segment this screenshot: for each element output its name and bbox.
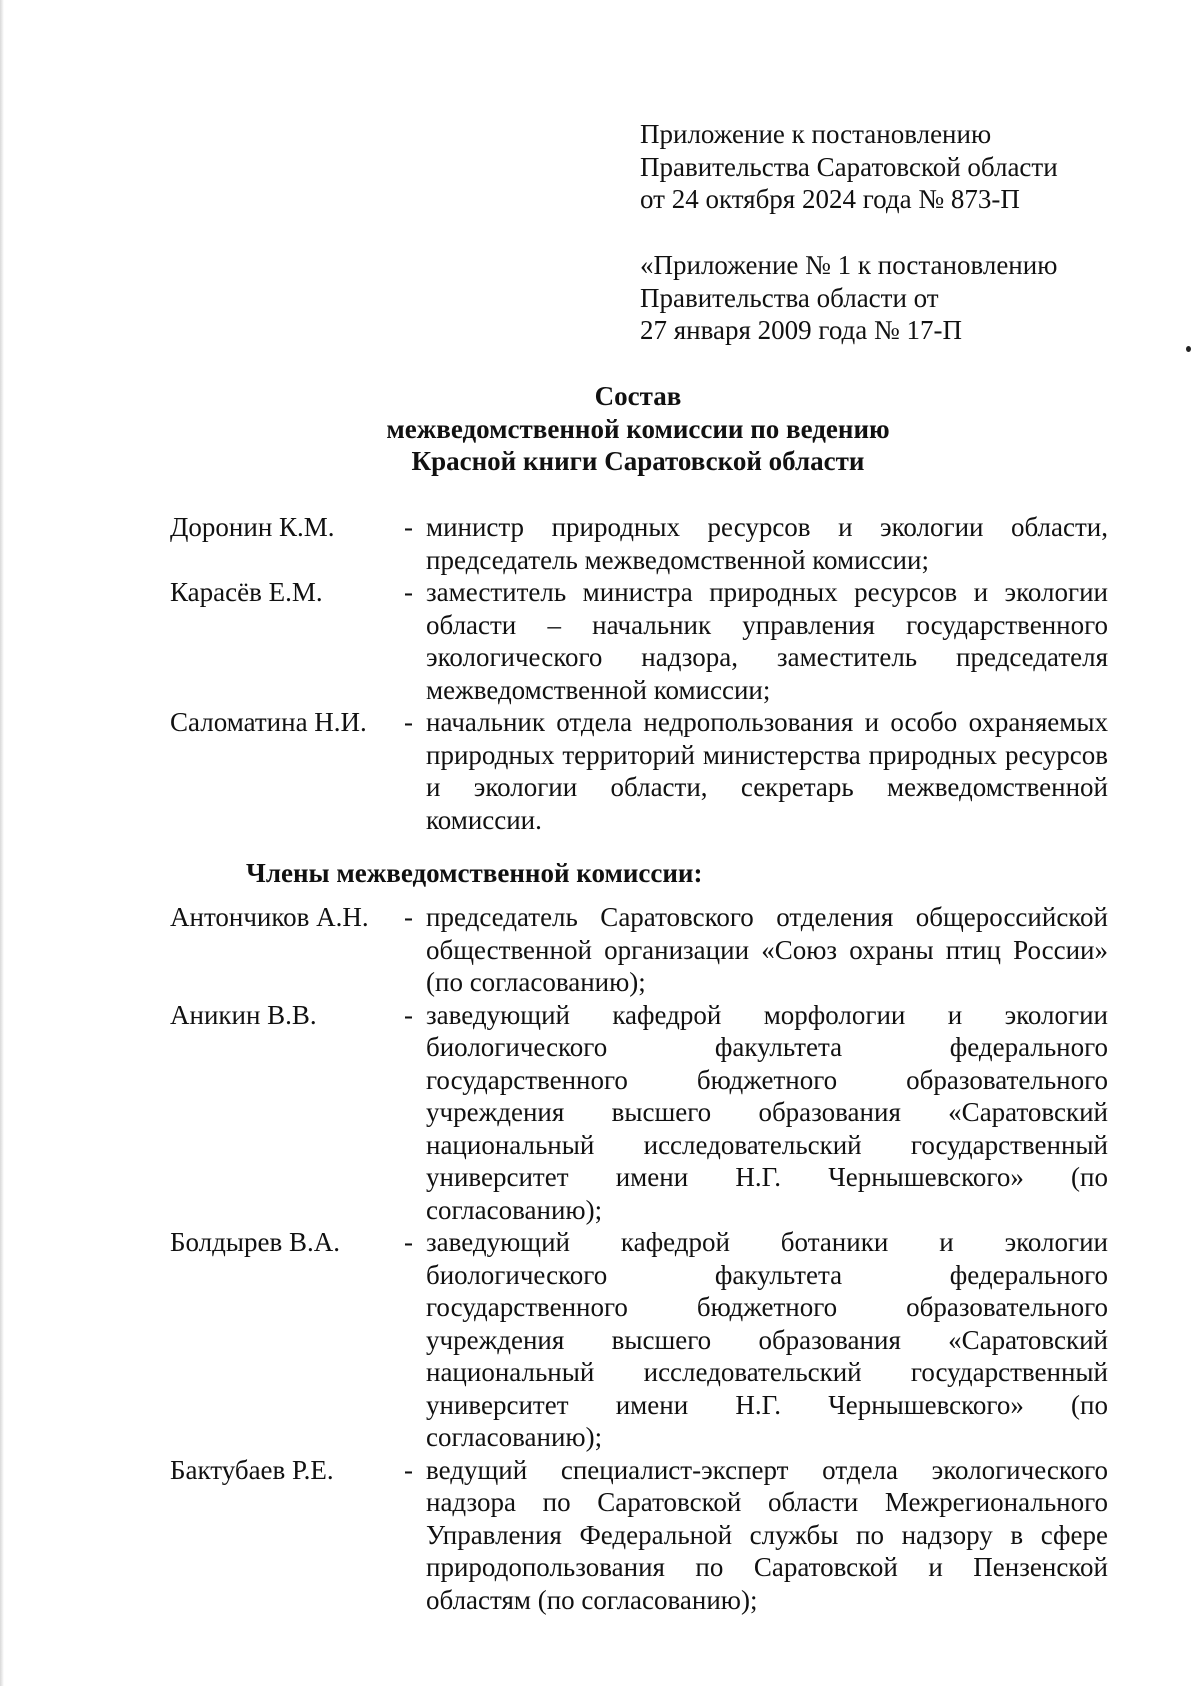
person-name: Антончиков А.Н. <box>170 902 369 932</box>
title-line: Красной книги Саратовской области <box>411 446 865 476</box>
members-heading: Члены межведомственной комиссии: <box>246 858 703 888</box>
scan-edge <box>0 0 4 1686</box>
person-role: заведующий кафедрой морфологии и экологии биологического факультета федерального государственного бюджетного образовательного учреждения высшего образования «Саратовский национальный исследовательский государственный университет имени Н.Г. Чернышевского» (по согласованию); <box>426 999 1108 1225</box>
person-name: Доронин К.М. <box>170 512 335 542</box>
members-list <box>170 901 1108 1616</box>
prior-appendix-reference <box>640 249 1120 347</box>
entry-dash: - <box>404 512 413 542</box>
document-title <box>170 380 1106 478</box>
member-entry <box>170 1226 1108 1454</box>
person-role: ведущий специалист-эксперт отдела экологического надзора по Саратовской области Межрегионального Управления Федеральной службы по надзору в сфере природопользования по Саратовской и Пензенской областям (по согласованию); <box>426 1454 1108 1615</box>
person-name: Бактубаев Р.Е. <box>170 1454 334 1485</box>
scan-speck <box>1186 346 1191 352</box>
person-role: председатель Саратовского отделения общероссийской общественной организации «Союз охраны птиц России» (по согласованию); <box>426 902 1108 997</box>
appendix-reference <box>640 118 1120 216</box>
member-entry <box>170 901 1108 999</box>
person-name: Саломатина Н.И. <box>170 707 367 737</box>
appendix-line: Приложение к постановлению <box>640 119 992 149</box>
title-line: Состав <box>594 381 682 411</box>
person-role: заведующий кафедрой ботаники и экологии биологического факультета федерального государственного бюджетного образовательного учреждения высшего образования «Саратовский национальный исследовательский государственный университет имени Н.Г. Чернышевского» (по согласованию); <box>426 1227 1108 1452</box>
leadership-list <box>170 511 1108 836</box>
entry-dash: - <box>404 999 413 1030</box>
person-role: начальник отдела недропользования и особо охраняемых природных территорий министерства природных ресурсов и экологии области, секретарь межведомственной комиссии. <box>426 707 1108 835</box>
person-name: Аникин В.В. <box>170 999 317 1030</box>
entry-dash: - <box>404 902 413 932</box>
member-entry <box>170 1454 1108 1617</box>
leadership-entry <box>170 576 1108 706</box>
person-role: министр природных ресурсов и экологии области, председатель межведомственной комиссии; <box>426 512 1108 575</box>
prior-appendix-line: 27 января 2009 года № 17-П <box>640 315 963 345</box>
entry-dash: - <box>404 1227 413 1257</box>
entry-dash: - <box>404 1454 413 1485</box>
leadership-entry <box>170 706 1108 836</box>
prior-appendix-line: Правительства области от <box>640 282 939 313</box>
entry-dash: - <box>404 707 413 737</box>
person-name: Карасёв Е.М. <box>170 577 323 607</box>
prior-appendix-line: «Приложение № 1 к постановлению <box>640 250 1058 280</box>
person-name: Болдырев В.А. <box>170 1227 340 1257</box>
title-line: межведомственной комиссии по ведению <box>386 413 890 444</box>
entry-dash: - <box>404 577 413 607</box>
leadership-entry <box>170 511 1108 576</box>
appendix-line: от 24 октября 2024 года № 873-П <box>640 184 1020 214</box>
appendix-line: Правительства Саратовской области <box>640 151 1058 182</box>
member-entry <box>170 999 1108 1227</box>
person-role: заместитель министра природных ресурсов и экологии области – начальник управления государственного экологического надзора, заместитель председателя межведомственной комиссии; <box>426 577 1108 705</box>
